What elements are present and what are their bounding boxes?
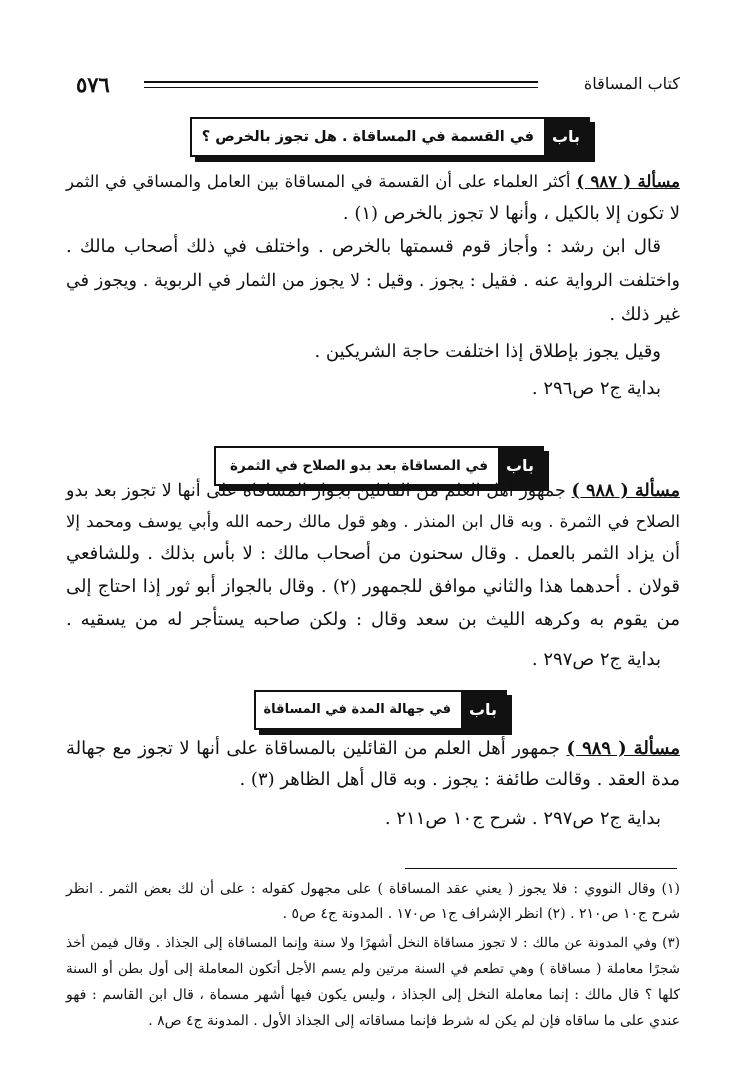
chapter-heading: في جهالة المدة في المساقاة [263, 702, 451, 717]
chapter-heading: في القسمة في المساقاة . هل تجوز بالخرص ؟ [201, 129, 534, 145]
text-line: لا تكون إلا بالكيل ، وأنها لا تجوز بالخرص (١) . [342, 203, 680, 224]
footnote-line: شرح ج١٠ ص٢١٠ . (٢) انظر الإشراف ج١ ص١٧٠ . المدونة ج٤ ص٥ . [282, 906, 680, 922]
text-line: غير ذلك . [609, 304, 680, 325]
footnote-line: شجرًا معاملة ( مساقاة ) وهي تطعم في السنة مرتين ولم يسم الأجل أتكون المعاملة إلى أول بطن أو السنة [66, 961, 680, 977]
footnote-line: عندي على ما ساقاه فإن لم يكن له شرط فإنما مساقاته إلى الجذاذ الأول . المدونة ج٤ ص٨ . [148, 1013, 680, 1029]
footnote-line: (٣) وفي المدونة عن مالك : لا تجوز مساقاة النخل أشهرًا ولا سنة وإنما المساقاة إلى الجذاذ . وقال فيمن أخذ [66, 935, 680, 951]
text-line: من يقوم به وكرهه الليث بن سعد وقال : ولكن صاحبه يستأجر له من يسقيه . [66, 609, 680, 630]
chapter-heading-box [190, 117, 590, 157]
masala-text: أكثر العلماء على أن القسمة في المساقاة بين العامل والمساقي في الثمر [66, 172, 577, 191]
running-title: كتاب المساقاة [583, 74, 680, 93]
masala-label: مسألة ( ٩٨٨ ) [571, 481, 681, 501]
running-header [76, 72, 680, 102]
masala-label: مسألة ( ٩٨٧ ) [576, 172, 681, 191]
citation-line: بداية ج٢ ص٢٩٧ . شرح ج١٠ ص٢١١ . [384, 808, 661, 829]
text-line [66, 168, 680, 196]
text-line: مدة العقد . وقالت طائفة : يجوز . وبه قال أهل الظاهر (٣) . [239, 769, 680, 790]
text-line: أن يزاد الثمر بالعمل . وقال سحنون من أصحاب مالك : لا بأس بذلك . وللشافعي [66, 543, 680, 564]
text-line: الصلاح في الثمرة . وبه قال ابن المنذر . وهو قول مالك رحمه الله وأبي يوسف ومحمد إلا [66, 512, 680, 531]
page-number: ٥٧٦ [76, 72, 110, 97]
chapter-heading: في المساقاة بعد بدو الصلاح في الثمرة [230, 458, 488, 474]
bab-label: باب [498, 448, 542, 484]
footnote-separator [405, 868, 677, 869]
text-line: قال ابن رشد : وأجاز قوم قسمتها بالخرص . واختلف في ذلك أصحاب مالك . [66, 236, 661, 257]
footnote-line: كلها ؟ قال مالك : إنما معاملة النخل إلى الجذاذ ، وليس يكون فيها أشهر مسماة ، قال ابن القاسم : فهو [66, 987, 680, 1003]
bab-label: باب [461, 692, 505, 728]
text-line: وقيل يجوز بإطلاق إذا اختلفت حاجة الشريكين . [314, 341, 661, 362]
header-rule [144, 81, 538, 88]
footnote-line: (١) وقال النووي : فلا يجوز ( يعني عقد المساقاة ) على مجهول كقوله : على أن لك بعض الثمر . انظر [66, 881, 680, 897]
masala-text: جمهور أهل العلم من القائلين بجواز المساقاة على أنها لا تجوز بعد بدو [66, 481, 572, 501]
chapter-heading-box [254, 690, 507, 730]
citation-line: بداية ج٢ ص٢٩٧ . [531, 649, 661, 670]
masala-label: مسألة ( ٩٨٩ ) [566, 738, 680, 759]
text-line [66, 735, 680, 763]
text-line [66, 477, 680, 505]
text-line: قولان . أحدهما هذا والثاني موافق للجمهور (٢) . وقال بالجواز أبو ثور إذا احتاج إلى [66, 576, 680, 597]
bab-label: باب [544, 119, 588, 155]
citation-line: بداية ج٢ ص٢٩٦ . [531, 378, 661, 399]
text-line: واختلفت الرواية عنه . فقيل : يجوز . وقيل : لا يجوز من الثمار في الربوية . ويجوز في [66, 271, 680, 291]
masala-text: جمهور أهل العلم من القائلين بالمساقاة على أنها لا تجوز مع جهالة [66, 738, 567, 759]
